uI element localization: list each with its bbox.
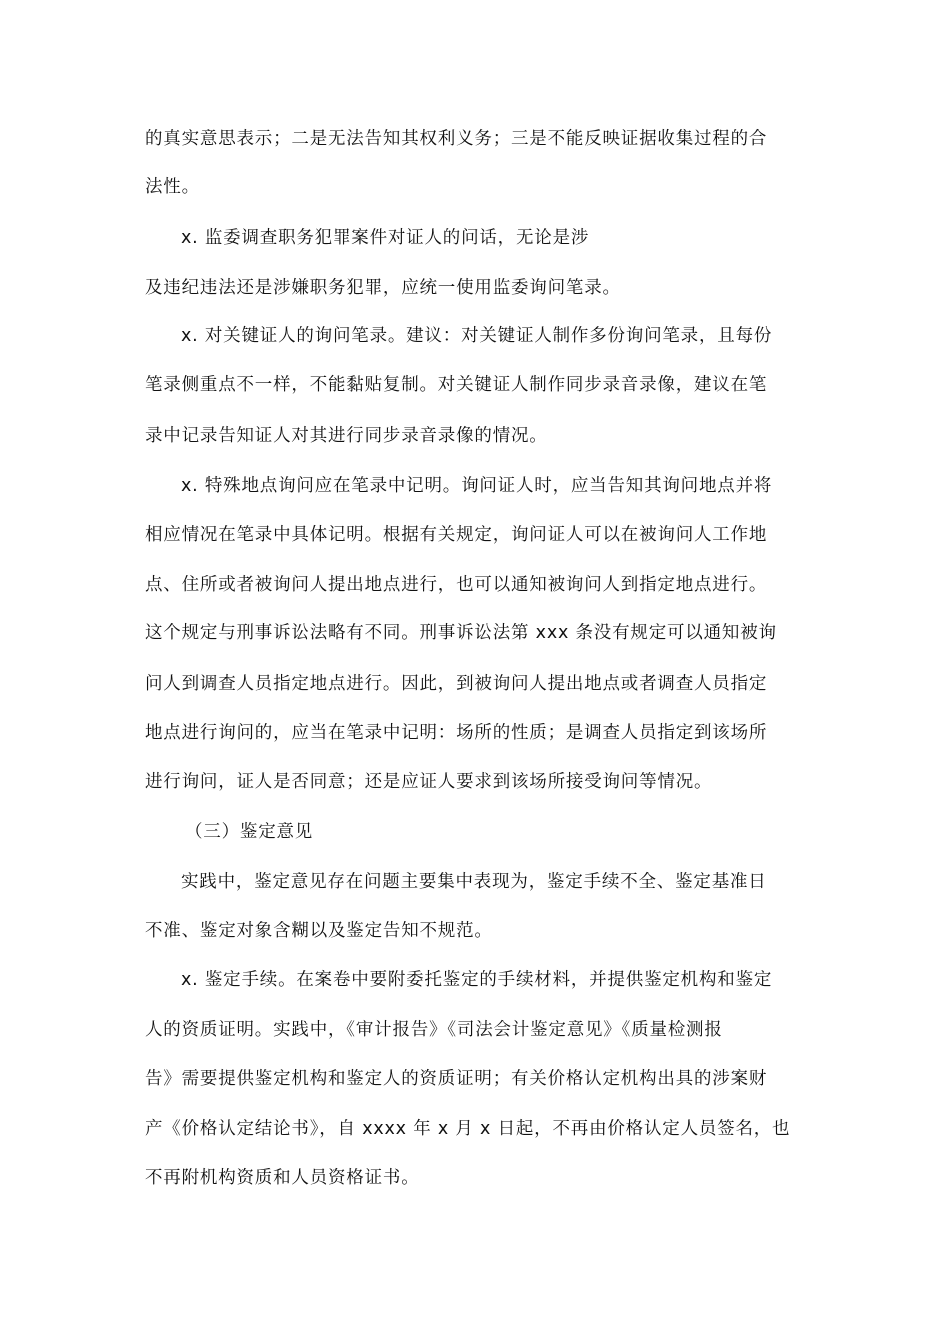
- paragraph-line: 不准、鉴定对象含糊以及鉴定告知不规范。: [145, 921, 493, 941]
- paragraph-line: 点、住所或者被询问人提出地点进行，也可以通知被询问人到指定地点进行。: [145, 575, 768, 595]
- paragraph-line: 的真实意思表示；二是无法告知其权利义务；三是不能反映证据收集过程的合: [145, 129, 768, 149]
- section-heading: （三）鉴定意见: [185, 822, 314, 842]
- paragraph-line: 问人到调查人员指定地点进行。因此，到被询问人提出地点或者调查人员指定: [145, 674, 768, 694]
- paragraph-line: 产《价格认定结论书》，自 xxxx 年 x 月 x 日起，不再由价格认定人员签名，也: [145, 1119, 791, 1139]
- paragraph-line: x. 特殊地点询问应在笔录中记明。询问证人时，应当告知其询问地点并将: [181, 476, 773, 496]
- paragraph-line: 录中记录告知证人对其进行同步录音录像的情况。: [145, 426, 548, 446]
- paragraph-line: 告》需要提供鉴定机构和鉴定人的资质证明；有关价格认定机构出具的涉案财: [145, 1069, 768, 1089]
- paragraph-line: 实践中，鉴定意见存在问题主要集中表现为，鉴定手续不全、鉴定基准日: [181, 872, 767, 892]
- paragraph-line: 及违纪违法还是涉嫌职务犯罪，应统一使用监委询问笔录。: [145, 278, 621, 298]
- paragraph-line: x. 监委调查职务犯罪案件对证人的问话，无论是涉: [181, 228, 590, 248]
- paragraph-line: 人的资质证明。实践中，《审计报告》《司法会计鉴定意见》《质量检测报: [145, 1020, 723, 1040]
- paragraph-line: 法性。: [145, 177, 200, 197]
- paragraph-line: 相应情况在笔录中具体记明。根据有关规定，询问证人可以在被询问人工作地: [145, 525, 768, 545]
- paragraph-line: 笔录侧重点不一样，不能黏贴复制。对关键证人制作同步录音录像，建议在笔: [145, 375, 768, 395]
- paragraph-line: 不再附机构资质和人员资格证书。: [145, 1168, 420, 1188]
- paragraph-line: x. 鉴定手续。在案卷中要附委托鉴定的手续材料，并提供鉴定机构和鉴定: [181, 970, 773, 990]
- paragraph-line: 这个规定与刑事诉讼法略有不同。刑事诉讼法第 xxx 条没有规定可以通知被询: [145, 623, 777, 643]
- paragraph-line: 进行询问，证人是否同意；还是应证人要求到该场所接受询问等情况。: [145, 772, 713, 792]
- paragraph-line: 地点进行询问的，应当在笔录中记明：场所的性质；是调查人员指定到该场所: [145, 723, 768, 743]
- paragraph-line: x. 对关键证人的询问笔录。建议：对关键证人制作多份询问笔录，且每份: [181, 326, 773, 346]
